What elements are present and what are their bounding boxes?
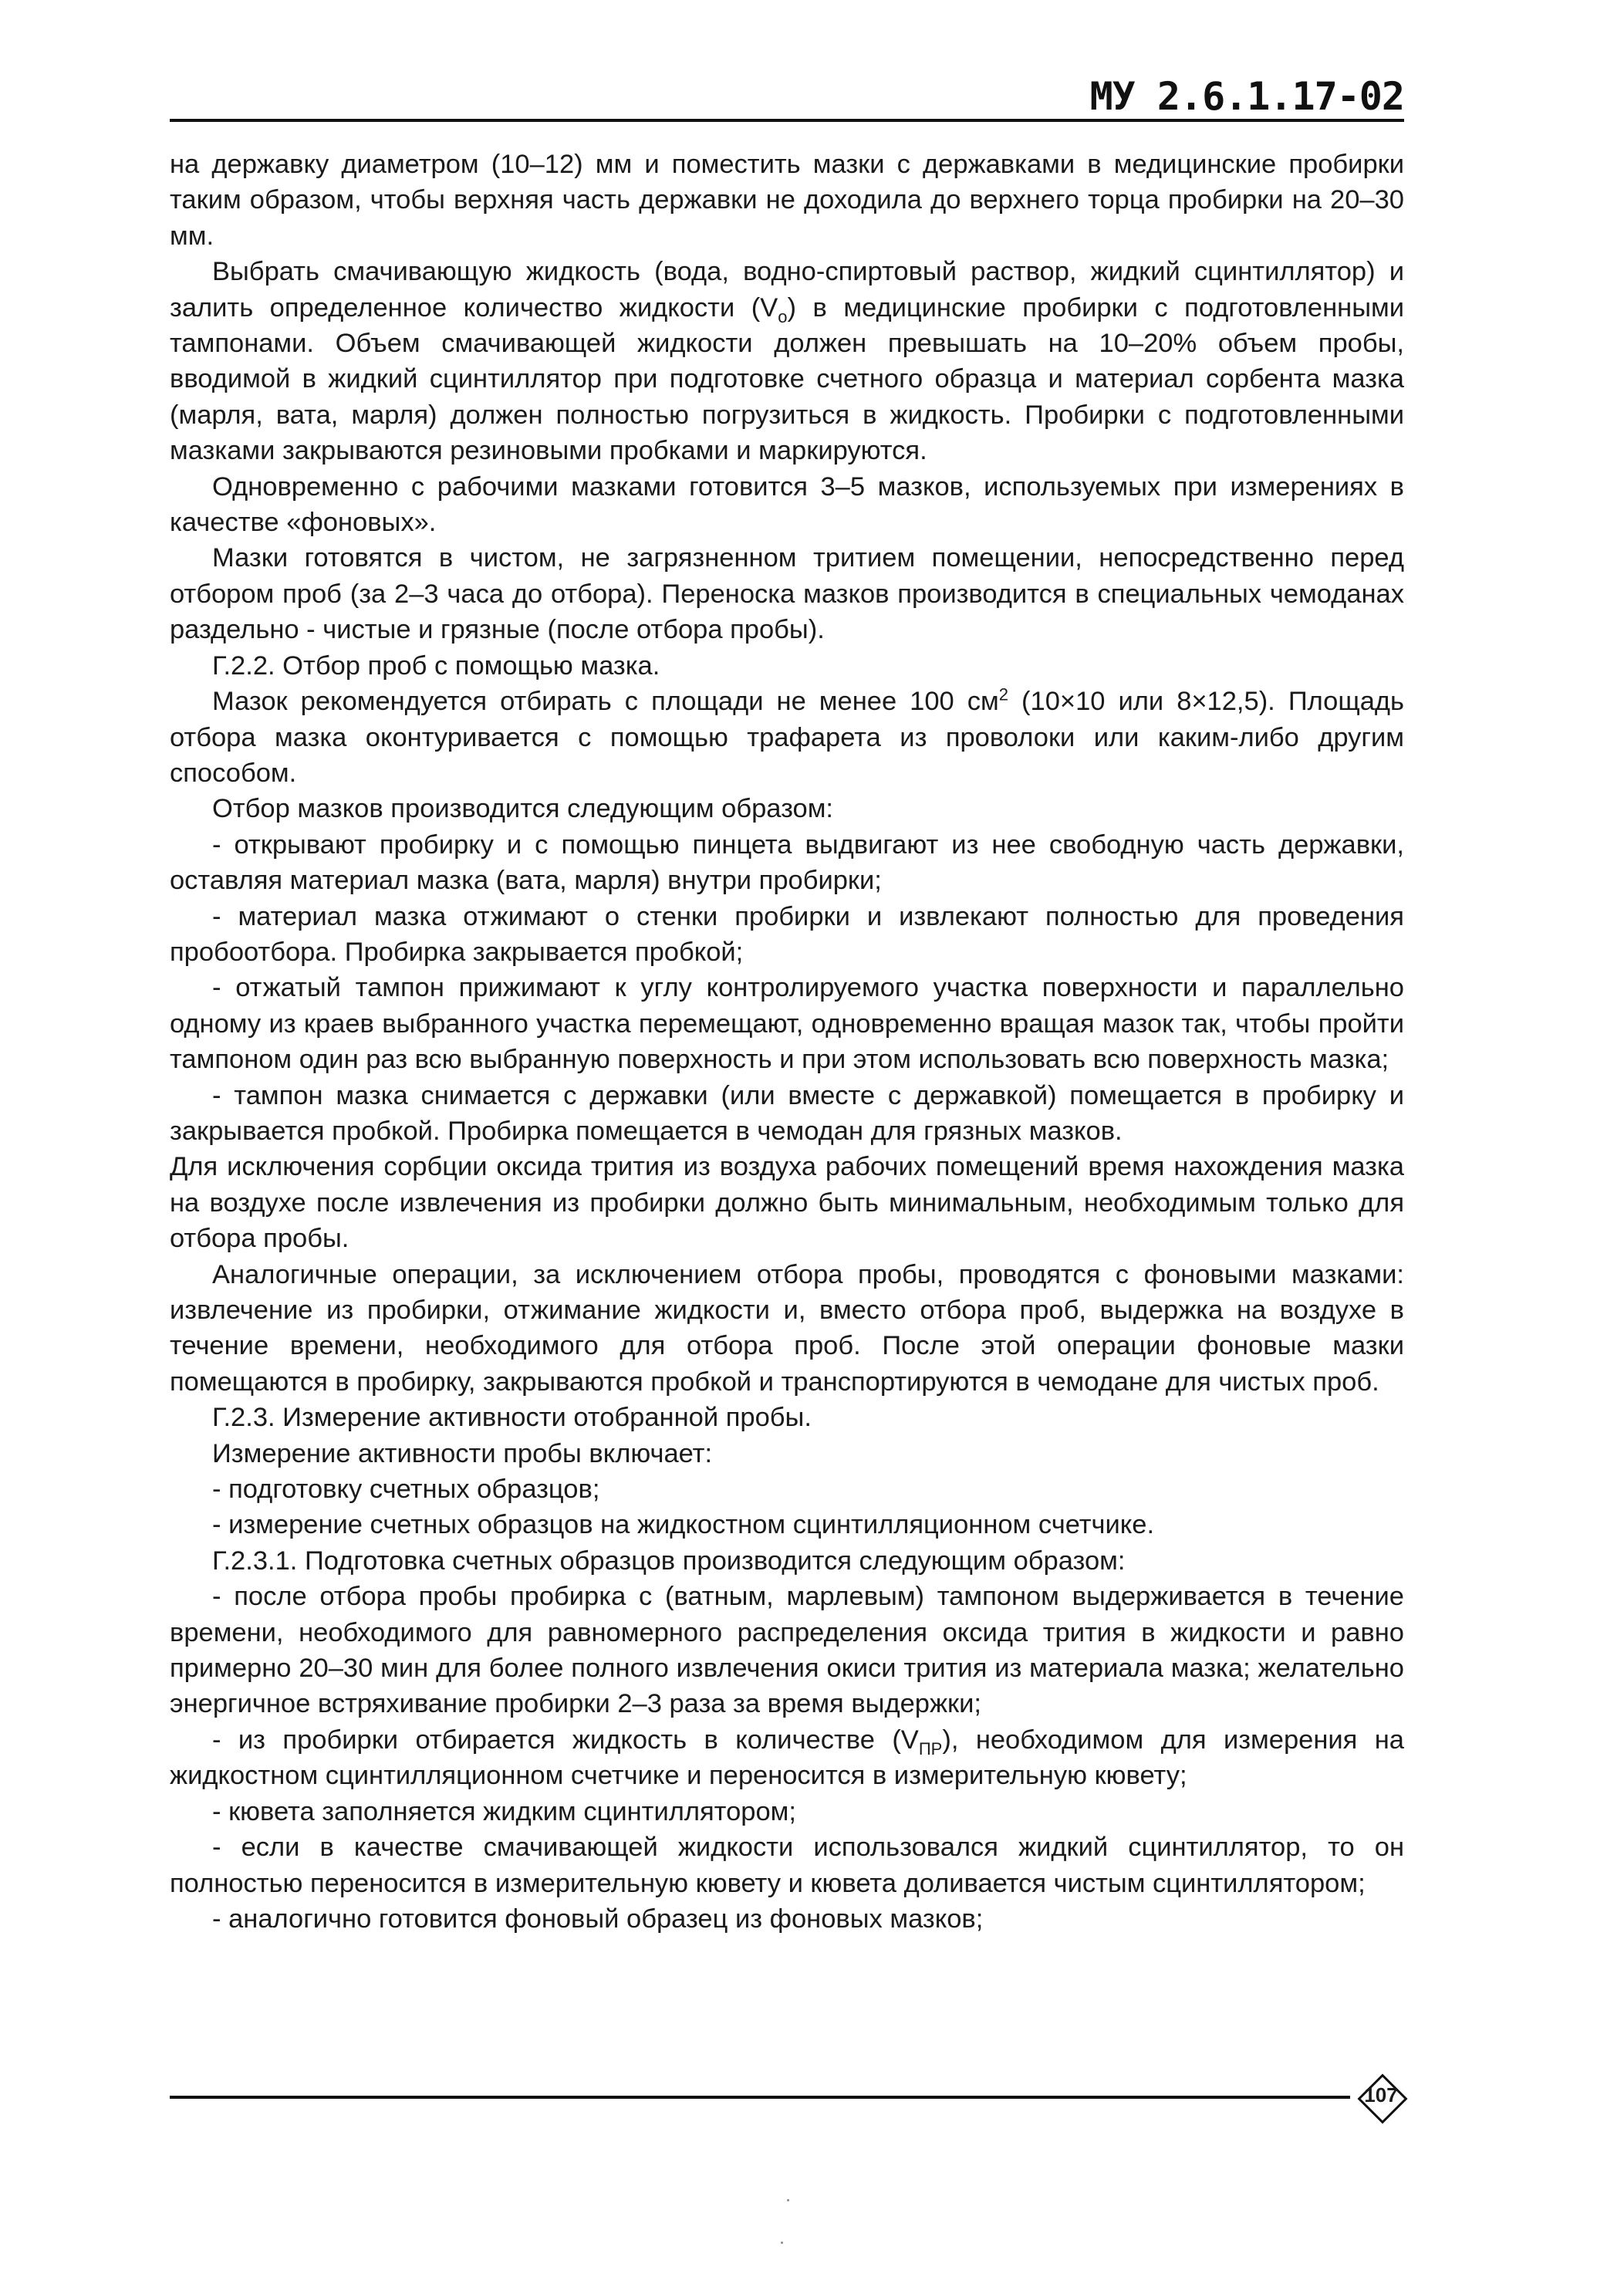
section-heading: Г.2.2. Отбор проб с помощью мазка. [212,650,660,681]
page-header [170,74,1404,120]
subscript: о [778,306,788,326]
section-heading: Г.2.3. Измерение активности отобранной пробы. [212,1403,812,1433]
document-body [170,147,1404,1937]
superscript: 2 [998,684,1009,704]
paragraph-text: ), необходимом для измерения на жидкостном сцинтилляционном счетчике и переносится в измерительную кювету; [170,1725,1404,1791]
list-item: - отжатый тампон прижимают к углу контролируемого участка поверхности и параллельно одному из краев выбранного участка перемещают, одновременно вращая мазок так, чтобы пройти тампоном один раз всю выбранную поверхность и при этом использовать всю поверхность мазка; [170,973,1404,1075]
page-number-badge [1358,2074,1404,2120]
footer-divider [170,2096,1350,2099]
list-item: - кювета заполняется жидким сцинтиллятором; [212,1796,796,1826]
list-item: - измерение счетных образцов на жидкостном сцинтилляционном счетчике. [212,1510,1155,1540]
paragraph-text: ) в медицинские пробирки с подготовленными тампонами. Объем смачивающей жидкости должен превышать на 10–20% объем пробы, вводимой в жидкий сцинтиллятор при подготовке счетного образца и материал сорбента мазка (марля, вата, марля) должен полностью погрузиться в жидкость. Пробирки с подготовленными мазками закрываются резиновыми пробками и маркируются. [170,292,1404,466]
list-item: - открывают пробирку и с помощью пинцета выдвигают из нее свободную часть державки, оставляя материал мазка (вата, марля) внутри пробирки; [170,829,1404,896]
scan-speck [787,2199,789,2201]
list-item: - материал мазка отжимают о стенки пробирки и извлекают полностью для проведения пробоотбора. Пробирка закрывается пробкой; [170,901,1404,967]
subscript: ПР [918,1738,943,1759]
page-footer [170,2074,1404,2120]
list-item: - аналогично готовится фоновый образец из фоновых мазков; [212,1904,984,1934]
list-item: - подготовку счетных образцов; [212,1475,600,1505]
paragraph: Измерение активности пробы включает: [212,1438,713,1468]
section-heading: Г.2.3.1. Подготовка счетных образцов производится следующим образом: [212,1546,1126,1576]
paragraph-text: Мазок рекомендуется отбирать с площади не менее 100 см [212,687,999,717]
scan-speck [781,2242,783,2244]
list-item: - если в качестве смачивающей жидкости использовался жидкий сцинтиллятор, то он полностью переносится в измерительную кювету и кювета доливается чистым сцинтиллятором; [170,1833,1404,1898]
paragraph [170,254,1404,468]
paragraph: на державку диаметром (10–12) мм и поместить мазки с державками в медицинские пробирки таким образом, чтобы верхняя часть державки не доходила до верхнего торца пробирки на 20–30 мм. [170,150,1404,251]
paragraph: Мазки готовятся в чистом, не загрязненном тритием помещении, непосредственно перед отбором проб (за 2–3 часа до отбора). Переноска мазков производится в специальных чемоданах раздельно - чистые и грязные (после отбора пробы). [170,543,1404,645]
paragraph: Аналогичные операции, за исключением отбора пробы, проводятся с фоновыми мазками: извлечение из пробирки, отжимание жидкости и, вместо отбора проб, выдержка на воздухе в течение времени, необходимого для отбора проб. После этой операции фоновые мазки помещаются в пробирку, закрываются пробкой и транспортируются в чемодане для чистых проб. [170,1259,1404,1397]
paragraph: Для исключения сорбции оксида трития из воздуха рабочих помещений время нахождения мазка на воздухе после извлечения из пробирки должно быть минимальным, необходимым только для отбора пробы. [170,1152,1404,1254]
page-number: 107 [1364,2083,1398,2106]
paragraph-text: Выбрать смачивающую жидкость (вода, водно-спиртовый раствор, жидкий сцинтиллятор) и залить определенное количество жидкости (V [170,257,1404,323]
list-item: - тампон мазка снимается с державки (или вместе с державкой) помещается в пробирку и закрывается пробкой. Пробирка помещается в чемодан для грязных мазков. [170,1080,1404,1146]
document-code: МУ 2.6.1.17-02 [1089,74,1404,119]
list-item [170,1722,1404,1794]
paragraph-text: (10×10 или 8×12,5). Площадь отбора мазка оконтуривается с помощью трафарета из проволоки или каким-либо другим способом. [170,687,1404,788]
paragraph-text: - из пробирки отбирается жидкость в количестве (V [212,1725,919,1755]
list-item: - после отбора пробы пробирка с (ватным, марлевым) тампоном выдерживается в течение времени, необходимого для равномерного распределения оксида трития в жидкости и равно примерно 20–30 мин для более полного извлечения окиси трития из материала мазка; желательно энергичное встряхивание пробирки 2–3 раза за время выдержки; [170,1582,1404,1719]
header-divider [170,119,1404,122]
paragraph: Отбор мазков производится следующим образом: [212,794,834,824]
paragraph: Одновременно с рабочими мазками готовится 3–5 мазков, используемых при измерениях в качестве «фоновых». [170,471,1404,538]
paragraph [170,684,1404,791]
